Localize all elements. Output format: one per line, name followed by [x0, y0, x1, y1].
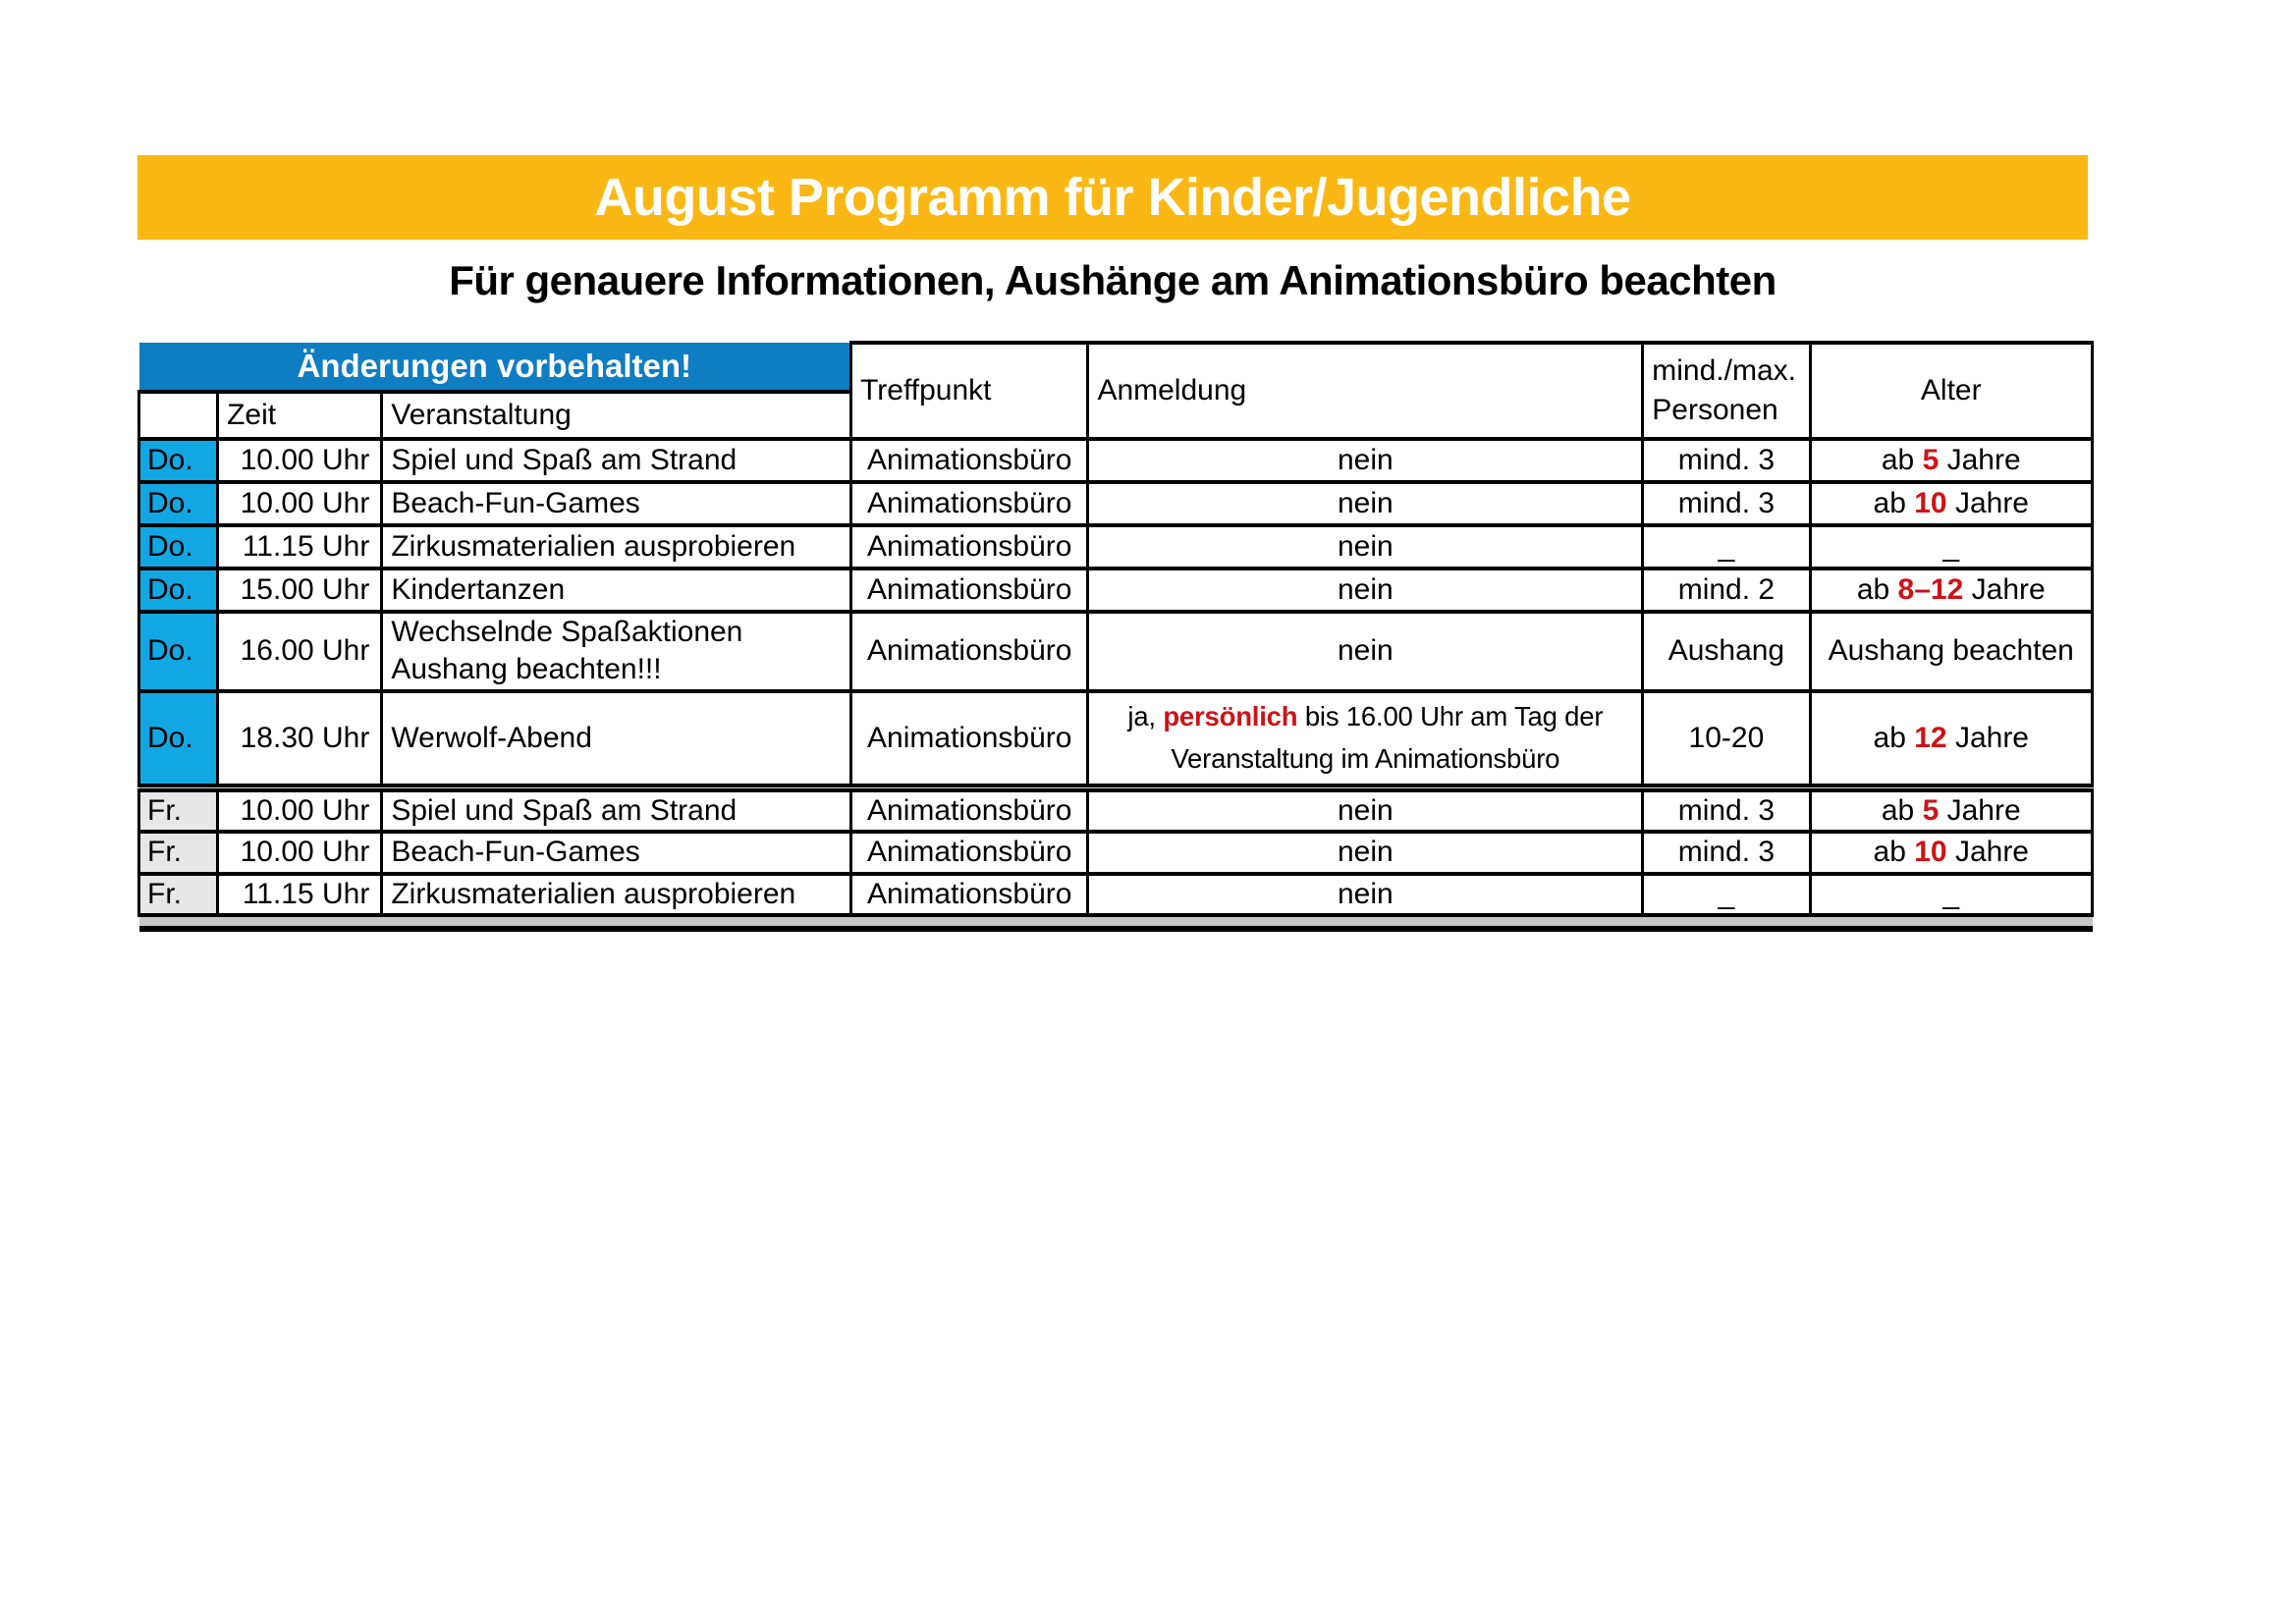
text-segment: nein [1338, 634, 1394, 668]
registration-cell [1088, 612, 1643, 691]
registration-cell [1088, 790, 1643, 832]
text-segment: Jahre [1946, 721, 2029, 754]
table-row [139, 525, 2093, 568]
age-cell [1810, 832, 2092, 873]
day-cell: Do. [139, 439, 218, 482]
meeting-point-cell: Animationsbüro [851, 439, 1088, 482]
day-cell: Do. [139, 612, 218, 691]
age-cell [1810, 874, 2092, 915]
day-cell: Do. [139, 482, 218, 525]
age-cell [1810, 612, 2092, 691]
text-segment: Jahre [1946, 836, 2029, 869]
age-cell [1810, 691, 2092, 785]
event-cell: Beach-Fun-Games [382, 832, 851, 873]
registration-cell [1088, 874, 1643, 915]
col-header-empty [139, 392, 218, 439]
time-cell: 10.00 Uhr [218, 832, 382, 873]
meeting-point-cell: Animationsbüro [851, 874, 1088, 915]
registration-cell [1088, 439, 1643, 482]
text-segment: Jahre [1939, 793, 2021, 827]
highlighted-value: persönlich [1163, 701, 1298, 732]
highlighted-value: 10 [1914, 836, 1947, 869]
col-header-anmeldung: Anmeldung [1088, 343, 1643, 439]
text-segment: Jahre [1946, 487, 2029, 519]
text-segment: nein [1338, 836, 1394, 869]
text-segment: Veranstaltung im Animationsbüro [1171, 742, 1560, 774]
event-cell: Zirkusmaterialien ausprobieren [382, 525, 851, 568]
col-header-personen [1643, 343, 1810, 439]
highlighted-value: 5 [1922, 793, 1940, 827]
age-cell [1810, 439, 2092, 482]
persons-cell: 10-20 [1643, 691, 1810, 785]
text-segment: Aushang beachten [1828, 634, 2074, 668]
text-segment: ab [1873, 836, 1915, 869]
meeting-point-cell: Animationsbüro [851, 482, 1088, 525]
text-segment: nein [1338, 444, 1394, 476]
highlighted-value: 8–12 [1897, 573, 1964, 606]
personen-header-line2: Personen [1652, 394, 1778, 426]
table-row [139, 439, 2093, 482]
time-cell: 11.15 Uhr [218, 874, 382, 915]
time-cell: 10.00 Uhr [218, 439, 382, 482]
persons-cell: mind. 3 [1643, 832, 1810, 873]
text-segment: _ [1942, 530, 1960, 563]
event-cell: Spiel und Spaß am Strand [382, 790, 851, 832]
text-segment: _ [1942, 877, 1960, 910]
meeting-point-cell: Animationsbüro [851, 832, 1088, 873]
page-subtitle: Für genauere Informationen, Aushänge am Animationsbüro beachten [449, 257, 1777, 303]
event-cell: Wechselnde Spaßaktionen Aushang beachten!!! [382, 612, 851, 691]
age-cell [1810, 568, 2092, 612]
persons-cell: _ [1643, 525, 1810, 568]
persons-cell: mind. 3 [1643, 482, 1810, 525]
col-header-zeit: Zeit [218, 392, 382, 439]
persons-cell: mind. 2 [1643, 568, 1810, 612]
text-segment: ab [1873, 721, 1915, 754]
changes-note-header: Änderungen vorbehalten! [139, 343, 851, 392]
title-banner [137, 155, 2088, 240]
day-cell: Do. [139, 525, 218, 568]
text-segment: ab [1856, 573, 1898, 606]
col-header-alter: Alter [1810, 343, 2092, 439]
registration-cell [1088, 832, 1643, 873]
meeting-point-cell: Animationsbüro [851, 612, 1088, 691]
registration-cell [1088, 691, 1643, 785]
age-cell [1810, 482, 2092, 525]
time-cell: 15.00 Uhr [218, 568, 382, 612]
persons-cell: Aushang [1643, 612, 1810, 691]
header-row-1 [139, 343, 2093, 392]
event-cell: Spiel und Spaß am Strand [382, 439, 851, 482]
time-cell: 18.30 Uhr [218, 691, 382, 785]
meeting-point-cell: Animationsbüro [851, 525, 1088, 568]
table-row [139, 482, 2093, 525]
registration-cell [1088, 525, 1643, 568]
time-cell: 10.00 Uhr [218, 482, 382, 525]
text-segment: nein [1338, 793, 1394, 827]
table-row [139, 790, 2093, 832]
event-cell: Werwolf-Abend [382, 691, 851, 785]
table-row [139, 874, 2093, 915]
registration-cell [1088, 482, 1643, 525]
persons-cell: _ [1643, 874, 1810, 915]
time-cell: 16.00 Uhr [218, 612, 382, 691]
day-cell: Fr. [139, 874, 218, 915]
text-segment: Jahre [1963, 573, 2046, 606]
table-row [139, 612, 2093, 691]
day-cell: Do. [139, 691, 218, 785]
event-cell: Zirkusmaterialien ausprobieren [382, 874, 851, 915]
age-cell [1810, 790, 2092, 832]
highlighted-value: 5 [1922, 444, 1940, 476]
banner-title: August Programm für Kinder/Jugendliche [594, 168, 1631, 227]
event-cell: Kindertanzen [382, 568, 851, 612]
program-table [137, 341, 2094, 932]
col-header-treffpunkt: Treffpunkt [851, 343, 1088, 439]
highlighted-value: 12 [1914, 721, 1947, 754]
text-segment: nein [1338, 487, 1394, 519]
meeting-point-cell: Animationsbüro [851, 790, 1088, 832]
persons-cell: mind. 3 [1643, 439, 1810, 482]
text-segment: ab [1873, 487, 1915, 519]
meeting-point-cell: Animationsbüro [851, 691, 1088, 785]
text-segment: nein [1338, 877, 1394, 910]
table-bottom-strip-bar [139, 915, 2093, 929]
text-segment: ja, [1127, 701, 1164, 732]
event-cell: Beach-Fun-Games [382, 482, 851, 525]
day-cell: Do. [139, 568, 218, 612]
age-cell [1810, 525, 2092, 568]
persons-cell: mind. 3 [1643, 790, 1810, 832]
day-cell: Fr. [139, 790, 218, 832]
text-segment: nein [1338, 530, 1394, 563]
registration-cell [1088, 568, 1643, 612]
time-cell: 10.00 Uhr [218, 790, 382, 832]
table-row [139, 691, 2093, 785]
text-segment: Jahre [1939, 444, 2021, 476]
text-segment: ab [1881, 444, 1923, 476]
text-segment: nein [1338, 573, 1394, 606]
table-row [139, 832, 2093, 873]
highlighted-value: 10 [1914, 487, 1947, 519]
meeting-point-cell: Animationsbüro [851, 568, 1088, 612]
text-segment: ab [1881, 793, 1923, 827]
day-cell: Fr. [139, 832, 218, 873]
table-row [139, 568, 2093, 612]
table-bottom-strip [139, 915, 2093, 929]
text-segment: bis 16.00 Uhr am Tag der [1297, 701, 1604, 732]
time-cell: 11.15 Uhr [218, 525, 382, 568]
col-header-veranstaltung: Veranstaltung [382, 392, 851, 439]
personen-header-line1: mind./max. [1652, 353, 1796, 387]
